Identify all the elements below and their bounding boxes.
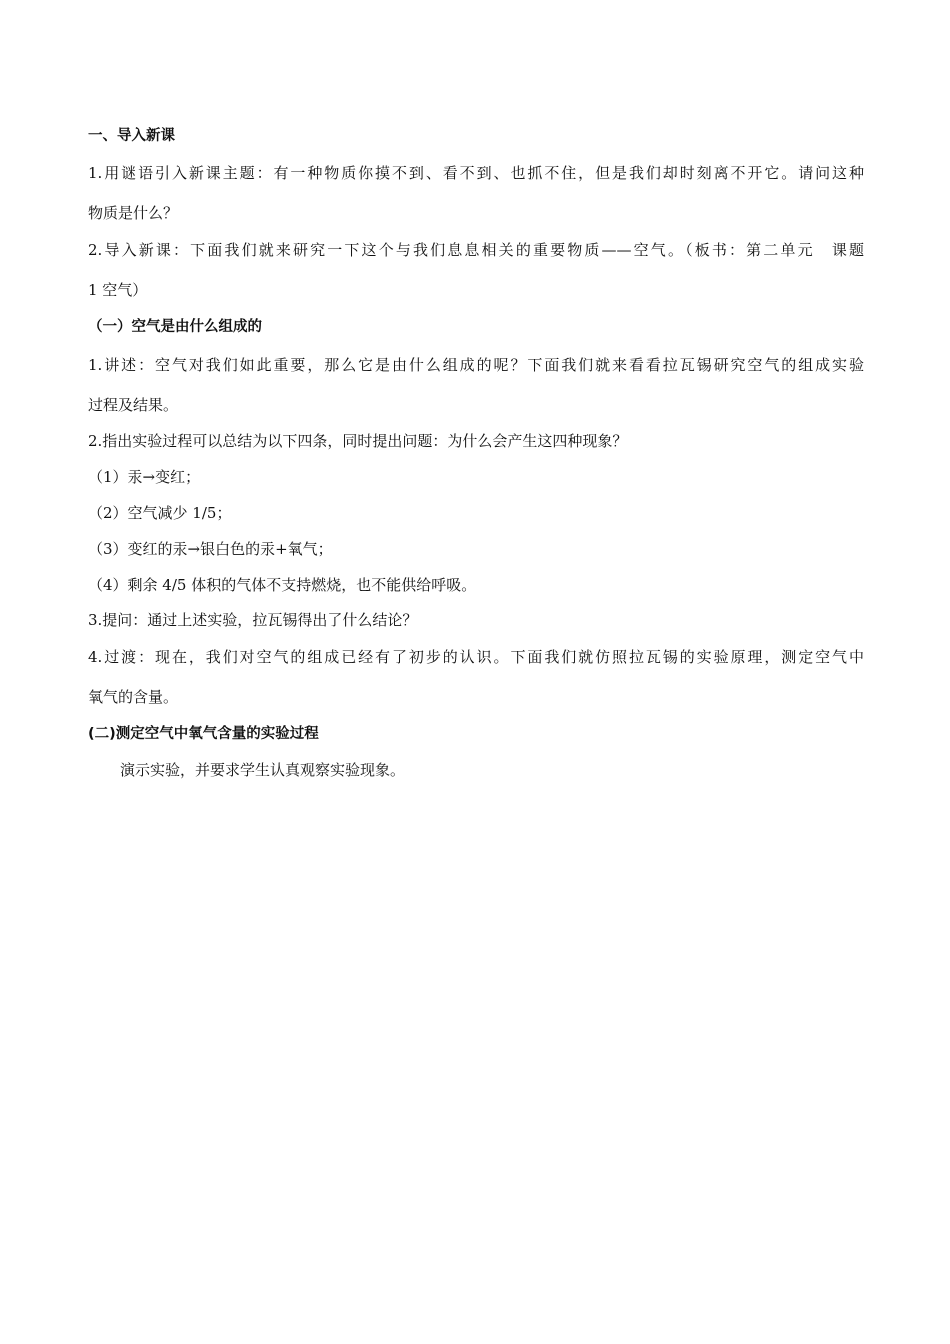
paragraph-introduce-line-2: 1 空气） (88, 281, 148, 299)
subsection-heading-composition: （一）空气是由什么组成的 (88, 319, 262, 335)
list-item-4: （4）剩余 4/5 体积的气体不支持燃烧，也不能供给呼吸。 (88, 576, 477, 594)
list-item-2: （2）空气减少 1/5； (88, 504, 232, 522)
paragraph-riddle-line-1: 1.用谜语引入新课主题：有一种物质你摸不到、看不到、也抓不住，但是我们却时刻离不开它。请问这种 (88, 164, 864, 182)
list-item-1: （1）汞→变红； (88, 468, 201, 486)
paragraph-riddle-line-2: 物质是什么？ (88, 204, 179, 222)
paragraph-introduce-line-1: 2.导入新课：下面我们就来研究一下这个与我们息息相关的重要物质——空气。（板书：第二单元 课题 (88, 241, 864, 259)
paragraph-experiment-summary: 2.指出实验过程可以总结为以下四条，同时提出问题：为什么会产生这四种现象？ (88, 432, 628, 450)
section-heading-intro: 一、导入新课 (88, 128, 175, 144)
paragraph-demonstration: 演示实验，并要求学生认真观察实验现象。 (120, 761, 406, 779)
paragraph-question: 3.提问：通过上述实验，拉瓦锡得出了什么结论？ (88, 611, 418, 629)
paragraph-transition-line-1: 4.过渡：现在，我们对空气的组成已经有了初步的认识。下面我们就仿照拉瓦锡的实验原理，测定空气中 (88, 648, 864, 666)
paragraph-narration-line-1: 1.讲述：空气对我们如此重要，那么它是由什么组成的呢？下面我们就来看看拉瓦锡研究空气的组成实验 (88, 356, 864, 374)
paragraph-transition-line-2: 氧气的含量。 (88, 688, 179, 706)
list-item-3: （3）变红的汞→银白色的汞+氧气； (88, 540, 333, 558)
paragraph-narration-line-2: 过程及结果。 (88, 396, 179, 414)
subsection-heading-oxygen-measurement: (二)测定空气中氧气含量的实验过程 (88, 726, 319, 742)
